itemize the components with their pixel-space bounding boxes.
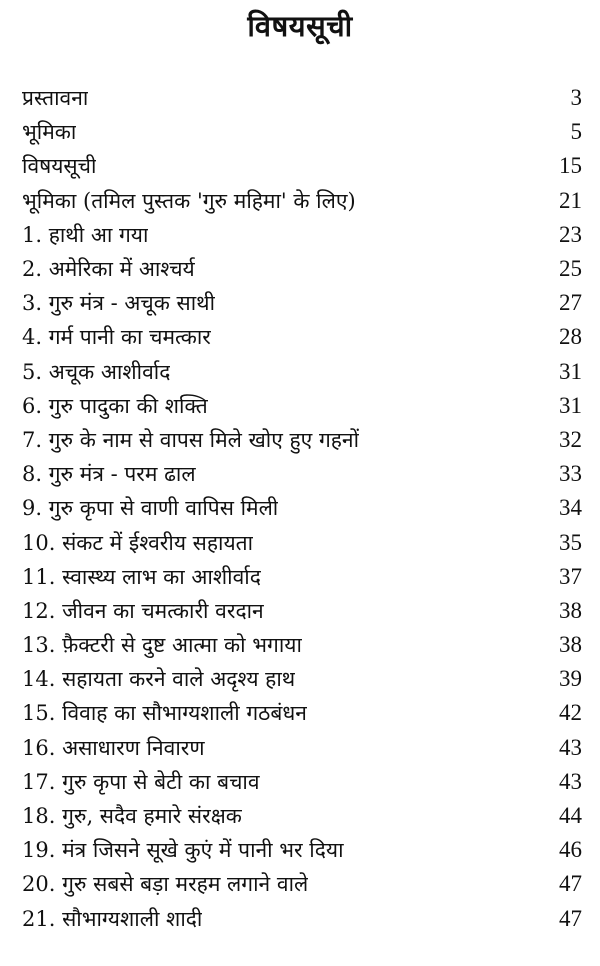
toc-entry <box>22 320 582 354</box>
toc-entry-page-number: 47 <box>559 905 582 931</box>
toc-entry-title: 21. सौभाग्यशाली शादी <box>22 906 203 931</box>
toc-entry-title: 6. गुरु पादुका की शक्ति <box>22 393 208 418</box>
toc-entry-title: 18. गुरु, सदैव हमारे संरक्षक <box>22 804 242 829</box>
toc-entry <box>22 423 582 457</box>
toc-entry <box>22 389 582 423</box>
toc-entry-page-number: 27 <box>559 290 582 316</box>
toc-entry <box>22 765 582 799</box>
toc-entry-title: प्रस्तावना <box>22 86 89 111</box>
toc-entry-title: 5. अचूक आशीर्वाद <box>22 359 171 384</box>
toc-entry-title: 15. विवाह का सौभाग्यशाली गठबंधन <box>22 701 307 726</box>
toc-entry-title: 13. फ़ैक्टरी से दुष्ट आत्मा को भगाया <box>22 633 302 658</box>
toc-entry-title: 17. गुरु कृपा से बेटी का बचाव <box>22 769 260 794</box>
toc-entry <box>22 799 582 833</box>
toc-entry-title: 7. गुरु के नाम से वापस मिले खोए हुए गहनों <box>22 427 360 452</box>
toc-entry-page-number: 32 <box>559 426 582 452</box>
toc-entry-page-number: 21 <box>559 187 582 213</box>
toc-entry-title: 19. मंत्र जिसने सूखे कुएं में पानी भर दिया <box>22 838 344 863</box>
toc-entry-page-number: 23 <box>559 221 582 247</box>
toc-entry-page-number: 35 <box>559 529 582 555</box>
toc-entry-title: 2. अमेरिका में आश्चर्य <box>22 257 195 282</box>
toc-entry <box>22 731 582 765</box>
toc-entry-page-number: 46 <box>559 837 582 863</box>
toc-entry-page-number: 38 <box>559 632 582 658</box>
toc-entry-title: 14. सहायता करने वाले अदृश्य हाथ <box>22 667 296 692</box>
toc-entry <box>22 867 582 901</box>
toc-entry-page-number: 42 <box>559 700 582 726</box>
toc-entry-title: 4. गर्म पानी का चमत्कार <box>22 325 211 350</box>
toc-entry-title: 3. गुरु मंत्र - अचूक साथी <box>22 291 216 316</box>
toc-entry-page-number: 5 <box>570 119 582 145</box>
toc-entry-title: विषयसूची <box>22 154 97 179</box>
toc-entry-page-number: 38 <box>559 597 582 623</box>
page-title: विषयसूची <box>247 9 353 43</box>
toc-entry-title: 9. गुरु कृपा से वाणी वापिस मिली <box>22 496 279 521</box>
toc-entry-page-number: 43 <box>559 768 582 794</box>
toc-entry <box>22 149 582 183</box>
toc-entry <box>22 491 582 525</box>
toc-entry-title: 8. गुरु मंत्र - परम ढाल <box>22 462 196 487</box>
toc-entry <box>22 662 582 696</box>
toc-entry-page-number: 28 <box>559 324 582 350</box>
toc-entry-title: 12. जीवन का चमत्कारी वरदान <box>22 598 264 623</box>
toc-entry-title: 1. हाथी आ गया <box>22 222 149 247</box>
toc-entry-title: 16. असाधारण निवारण <box>22 735 205 760</box>
toc-entry <box>22 115 582 149</box>
toc-entry <box>22 594 582 628</box>
toc-entry <box>22 560 582 594</box>
toc-entry-page-number: 33 <box>559 461 582 487</box>
toc-entry <box>22 81 582 115</box>
toc-entry <box>22 833 582 867</box>
toc-entry-page-number: 25 <box>559 256 582 282</box>
toc-entry-title: 10. संकट में ईश्वरीय सहायता <box>22 530 254 555</box>
toc-entry-page-number: 44 <box>559 803 582 829</box>
toc-entry-page-number: 31 <box>559 392 582 418</box>
toc-entry <box>22 457 582 491</box>
toc-entry <box>22 525 582 559</box>
toc-entry-page-number: 39 <box>559 666 582 692</box>
toc-entry-page-number: 3 <box>570 85 582 111</box>
table-of-contents <box>22 81 582 936</box>
toc-entry-title: 11. स्वास्थ्य लाभ का आशीर्वाद <box>22 564 261 589</box>
toc-entry-page-number: 47 <box>559 871 582 897</box>
toc-entry-page-number: 31 <box>559 358 582 384</box>
toc-entry <box>22 184 582 218</box>
toc-entry-page-number: 15 <box>559 153 582 179</box>
toc-entry <box>22 218 582 252</box>
toc-entry-title: भूमिका (तमिल पुस्तक 'गुरु महिमा' के लिए) <box>22 188 356 213</box>
toc-entry-page-number: 43 <box>559 734 582 760</box>
toc-entry <box>22 355 582 389</box>
toc-entry <box>22 628 582 662</box>
toc-entry <box>22 902 582 936</box>
toc-entry-page-number: 34 <box>559 495 582 521</box>
toc-entry <box>22 252 582 286</box>
toc-entry <box>22 286 582 320</box>
toc-entry-page-number: 37 <box>559 563 582 589</box>
toc-entry-title: 20. गुरु सबसे बड़ा मरहम लगाने वाले <box>22 872 309 897</box>
toc-entry <box>22 696 582 730</box>
toc-entry-title: भूमिका <box>22 120 77 145</box>
